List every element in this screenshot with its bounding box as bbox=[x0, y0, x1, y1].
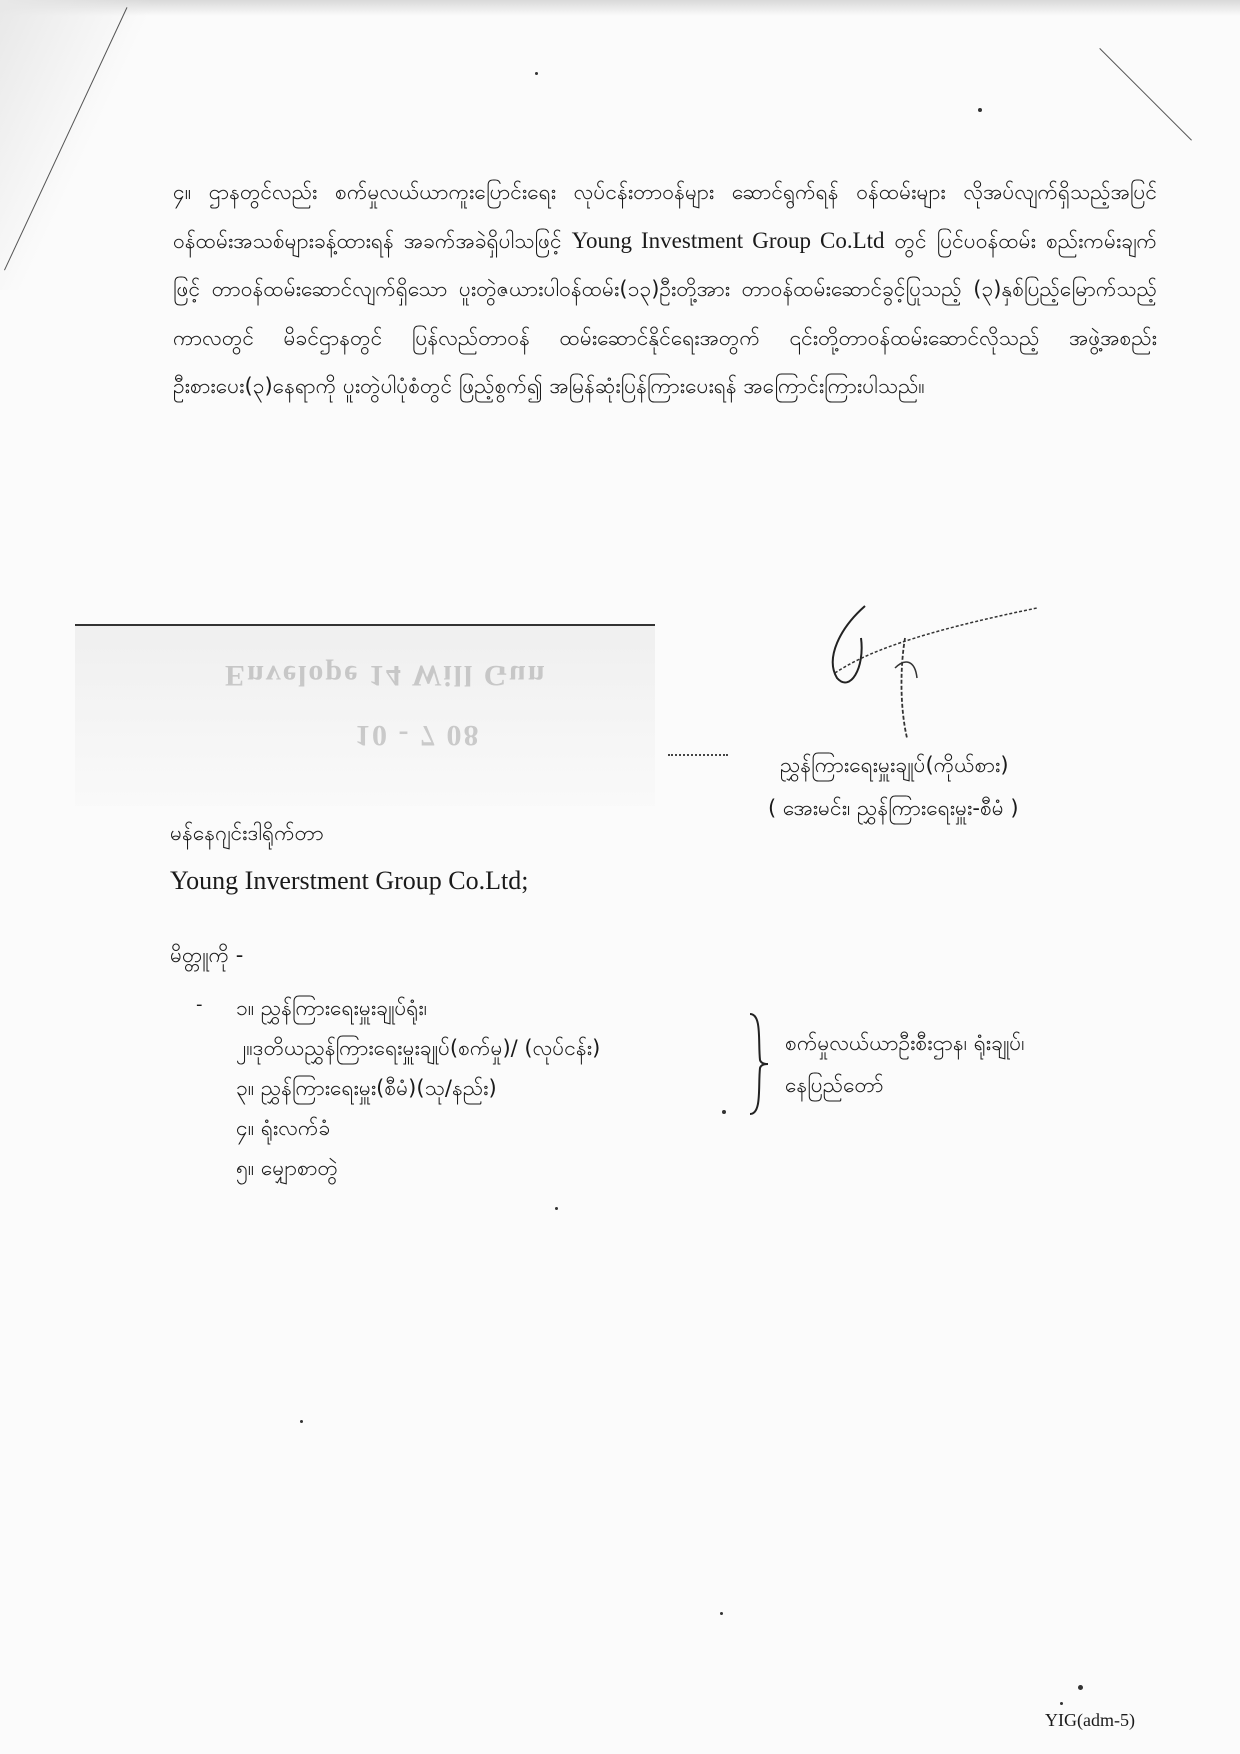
scan-speck bbox=[1078, 1685, 1083, 1690]
scan-corner-fold bbox=[0, 0, 150, 290]
list-item: ၃။ ညွှန်ကြားရေးမှူး(စီမံ)(သု/နည်း) bbox=[236, 1076, 497, 1100]
list-item: ၄။ ရုံးလက်ခံ bbox=[236, 1116, 331, 1140]
copies-department bbox=[785, 1022, 1025, 1106]
scan-speck bbox=[555, 1207, 558, 1210]
scan-speck bbox=[300, 1420, 303, 1423]
scan-speck bbox=[535, 72, 538, 75]
body-paragraph-part1: ၄။ ဌာနတွင်လည်း စက်မှုလယ်ယာကူးပြောင်းရေး လုပ်ငန်းတာဝန်များ ဆောင်ရွက်ရန် ဝန်ထမ်းများ လိုအပ်လျက်ရှိသည့်အပြင် ဝန်ထမ်းအသစ်များခန့်ထားရန် အခက်အခဲရှိပါသဖြင့် bbox=[173, 180, 1157, 253]
scan-speck bbox=[1060, 1702, 1063, 1705]
copies-department-line1: စက်မှုလယ်ယာဦးစီးဌာန၊ ရုံးချုပ်၊ bbox=[785, 1031, 1025, 1055]
received-stamp bbox=[75, 624, 655, 806]
copies-list bbox=[236, 988, 600, 1188]
corner-scratch-line bbox=[1099, 48, 1192, 141]
list-item: ၅။ မျှောစာတွဲ bbox=[236, 1156, 338, 1180]
signatory-name: ( အေးမင်း၊ ညွှန်ကြားရေးမှူး-စီမံ ) bbox=[768, 796, 1019, 820]
signatory-title: ညွှန်ကြားရေးမှူးချုပ်(ကိုယ်စား) bbox=[780, 753, 1009, 777]
copies-bullet-dash: - bbox=[196, 994, 203, 1015]
stamp-text-line1: Envelope 14 Will Gun bbox=[225, 659, 547, 692]
scan-shadow bbox=[0, 0, 1240, 16]
list-item: ၁။ ညွှန်ကြားရေးမှူးချုပ်ရုံး၊ bbox=[236, 996, 428, 1020]
handwritten-signature bbox=[805, 598, 1065, 748]
body-paragraph-part2: တွင် ပြင်ပဝန်ထမ်း စည်းကမ်းချက်ဖြင့် တာဝန်ထမ်းဆောင်လျက်ရှိသော ပူးတွဲဇယားပါဝန်ထမ်း(၁၃)ဦးတို့အား တာဝန်ထမ်းဆောင်ခွင့်ပြုသည့် (၃)နှစ်ပြည့်မြောက်သည့်ကာလတွင် မိခင်ဌာနတွင် ပြန်လည်တာဝန် ထမ်းဆောင်နိုင်ရေးအတွက် ၎င်းတို့တာဝန်ထမ်းဆောင်လိုသည့် အဖွဲ့အစည်း ဦးစားပေး(၃)နေရာကို ပူးတွဲပါပုံစံတွင် ဖြည့်စွက်၍ အမြန်ဆုံးပြန်ကြားပေးရန် အကြောင်းကြားပါသည်။ bbox=[173, 228, 1157, 398]
body-paragraph-company: Young Investment Group Co.Ltd bbox=[571, 227, 885, 253]
list-item: ၂။ဒုတိယညွှန်ကြားရေးမှူးချုပ်(စက်မှု)/ (လုပ်ငန်း) bbox=[236, 1036, 601, 1060]
signature-dotted-line bbox=[668, 754, 728, 756]
right-brace bbox=[748, 1012, 770, 1116]
scan-speck bbox=[978, 108, 982, 112]
body-paragraph bbox=[173, 168, 1157, 411]
copies-department-line2: နေပြည်တော် bbox=[785, 1073, 884, 1097]
recipient-title: မန်နေဂျင်းဒါရိုက်တာ bbox=[170, 821, 324, 845]
scan-speck bbox=[720, 1612, 723, 1615]
stamp-text-line2: 10 - 7 08 bbox=[355, 719, 481, 752]
scan-speck bbox=[722, 1110, 726, 1114]
copies-label: မိတ္တူကို - bbox=[170, 943, 244, 967]
recipient-company: Young Inverstment Group Co.Ltd; bbox=[170, 866, 529, 895]
footer-form-code: YIG(adm-5) bbox=[1045, 1710, 1135, 1730]
